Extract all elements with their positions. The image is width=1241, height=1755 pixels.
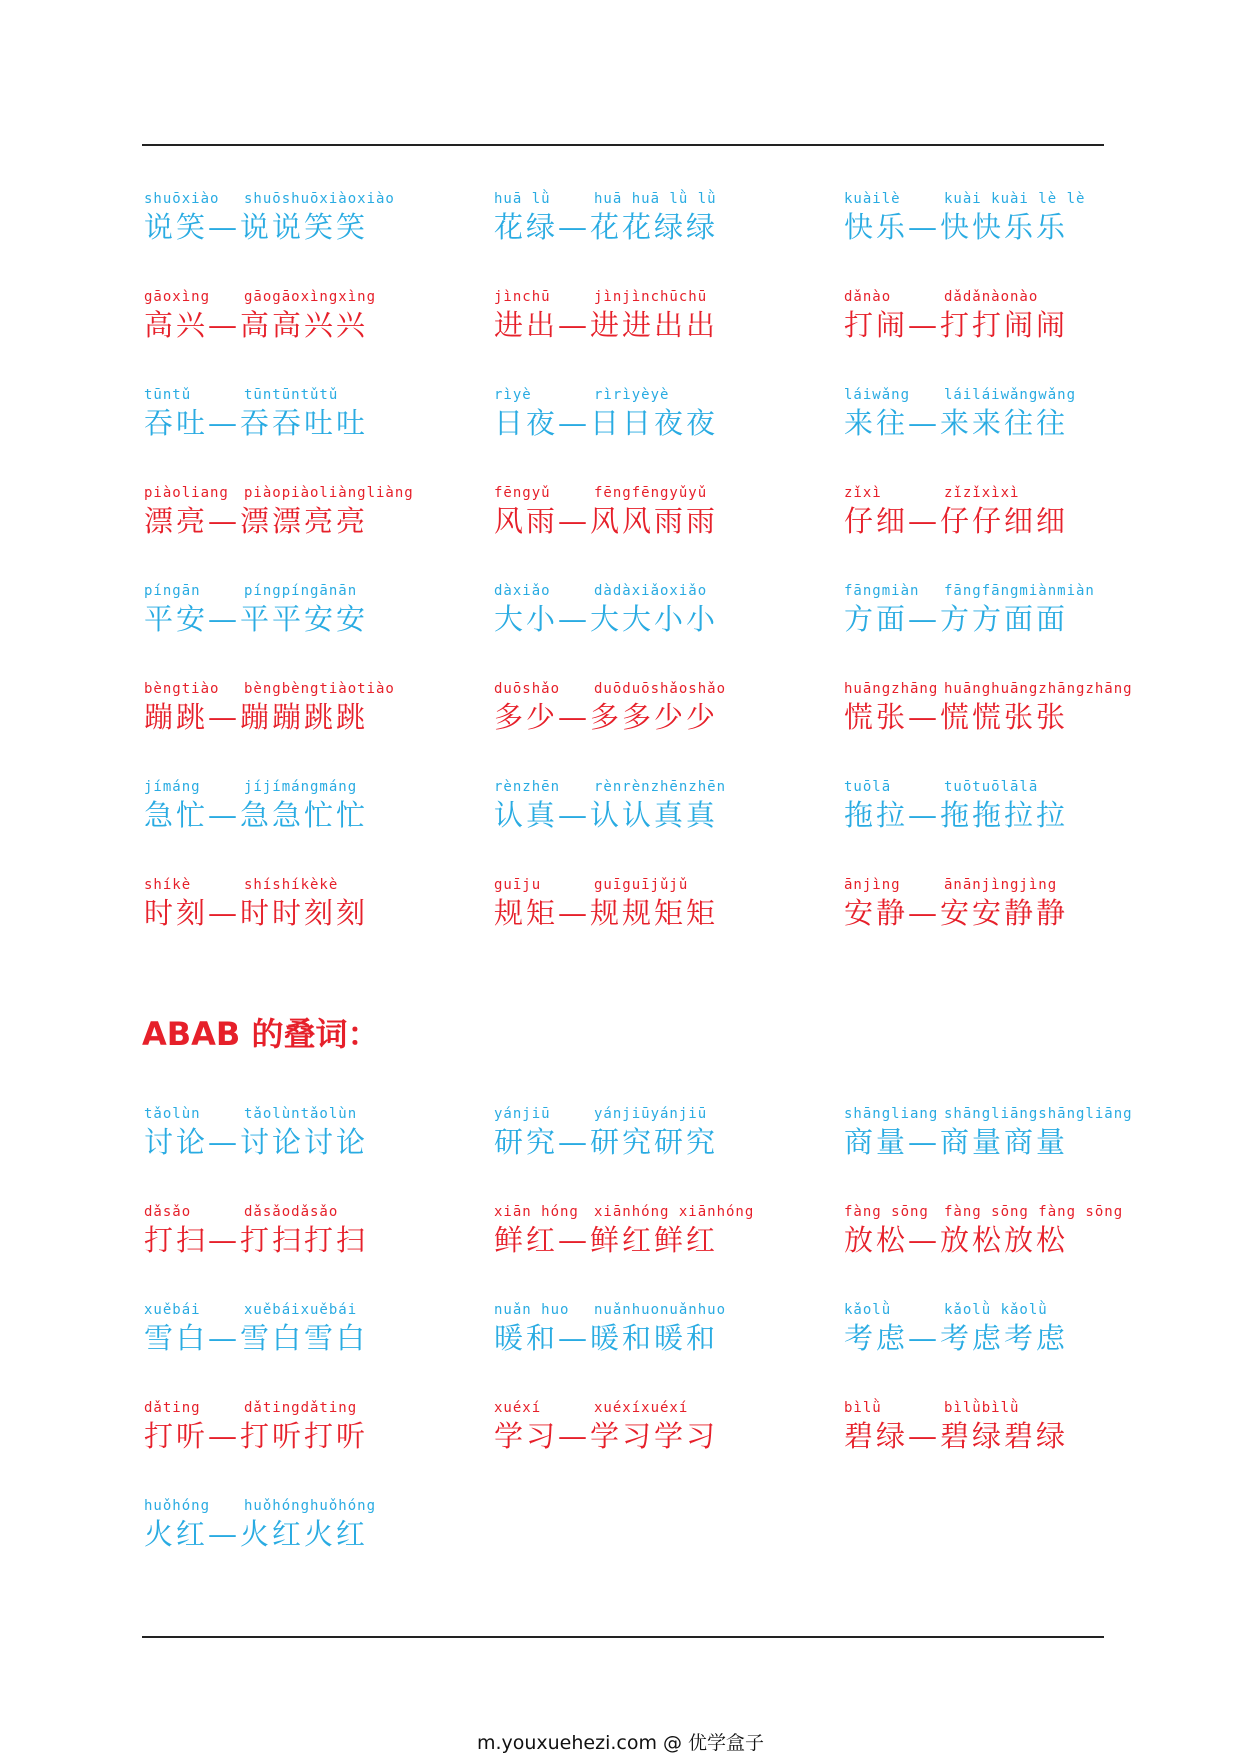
word-pair xyxy=(144,1498,377,1551)
pinyin-reduplicated: duōduōshǎoshǎo xyxy=(594,681,727,697)
word-pair xyxy=(844,877,1068,930)
pinyin-line xyxy=(844,485,1068,503)
pinyin-base: yánjiū xyxy=(494,1106,551,1122)
pinyin-reduplicated: yánjiūyánjiū xyxy=(594,1106,708,1122)
hanzi-word-pair: 吞吐—吞吞吐吐 xyxy=(144,406,369,440)
pinyin-reduplicated: huǒhónghuǒhóng xyxy=(244,1498,377,1514)
pinyin-base: zǐxì xyxy=(844,485,882,501)
pinyin-reduplicated: nuǎnhuonuǎnhuo xyxy=(594,1302,727,1318)
pinyin-line xyxy=(494,583,718,601)
pinyin-reduplicated: bìlǜbìlǜ xyxy=(944,1400,1020,1416)
hanzi-word-pair: 考虑—考虑考虑 xyxy=(844,1321,1069,1355)
pinyin-base: píngān xyxy=(144,583,201,599)
word-pair xyxy=(844,1302,1068,1355)
pinyin-line xyxy=(144,877,368,895)
pinyin-reduplicated: rìrìyèyè xyxy=(594,387,670,403)
word-pair xyxy=(494,583,718,636)
pinyin-line xyxy=(494,485,718,503)
hanzi-word-pair: 放松—放松放松 xyxy=(844,1223,1069,1257)
hanzi-word-pair: 安静—安安静静 xyxy=(844,896,1069,930)
pinyin-base: xuéxí xyxy=(494,1400,542,1416)
word-pair xyxy=(494,485,718,538)
pinyin-reduplicated: zǐzǐxìxì xyxy=(944,485,1020,501)
word-pair xyxy=(494,779,727,832)
pinyin-reduplicated: ānānjìngjìng xyxy=(944,877,1058,893)
pinyin-line xyxy=(494,877,718,895)
hanzi-word-pair: 急忙—急急忙忙 xyxy=(144,798,369,832)
pinyin-reduplicated: dǎdǎnàonào xyxy=(944,289,1039,305)
word-pair xyxy=(844,289,1068,342)
hanzi-word-pair: 打扫—打扫打扫 xyxy=(144,1223,369,1257)
pinyin-base: fàng sōng xyxy=(844,1204,929,1220)
pinyin-reduplicated: tūntūntǔtǔ xyxy=(244,387,339,403)
pinyin-reduplicated: shuōshuōxiàoxiào xyxy=(244,191,395,207)
pinyin-line xyxy=(144,289,377,307)
pinyin-line xyxy=(844,877,1068,895)
pinyin-line xyxy=(144,387,368,405)
word-pair xyxy=(844,779,1068,832)
pinyin-line xyxy=(494,1106,718,1124)
pinyin-reduplicated: piàopiàoliàngliàng xyxy=(244,485,414,501)
pinyin-line xyxy=(144,1498,377,1516)
top-rule xyxy=(142,144,1104,146)
word-pair xyxy=(144,779,368,832)
word-pair xyxy=(494,877,718,930)
word-pair xyxy=(144,1106,368,1159)
pinyin-reduplicated: guīguījǔjǔ xyxy=(594,877,689,893)
word-pair xyxy=(494,681,727,734)
word-pair xyxy=(144,1302,368,1355)
hanzi-word-pair: 火红—火红火红 xyxy=(144,1517,369,1551)
pinyin-reduplicated: píngpíngānān xyxy=(244,583,358,599)
pinyin-line xyxy=(144,485,414,503)
pinyin-line xyxy=(494,1302,727,1320)
hanzi-word-pair: 鲜红—鲜红鲜红 xyxy=(494,1223,719,1257)
word-pair xyxy=(844,191,1086,244)
pinyin-base: huāngzhāng xyxy=(844,681,939,697)
hanzi-word-pair: 风雨—风风雨雨 xyxy=(494,504,719,538)
pinyin-reduplicated: dàdàxiǎoxiǎo xyxy=(594,583,708,599)
pinyin-line xyxy=(844,289,1068,307)
word-pair xyxy=(844,1106,1133,1159)
pinyin-line xyxy=(494,1400,718,1418)
hanzi-word-pair: 商量—商量商量 xyxy=(844,1125,1069,1159)
footer-watermark: m.youxuehezi.com @ 优学盒子 xyxy=(476,1732,765,1754)
pinyin-reduplicated: fēngfēngyǔyǔ xyxy=(594,485,708,501)
pinyin-base: fēngyǔ xyxy=(494,485,551,501)
pinyin-reduplicated: gāogāoxìngxìng xyxy=(244,289,377,305)
pinyin-reduplicated: huā huā lǜ lǜ xyxy=(594,191,717,207)
pinyin-line xyxy=(494,779,727,797)
pinyin-reduplicated: xuéxíxuéxí xyxy=(594,1400,689,1416)
hanzi-word-pair: 认真—认认真真 xyxy=(494,798,719,832)
pinyin-reduplicated: shíshíkèkè xyxy=(244,877,339,893)
hanzi-word-pair: 日夜—日日夜夜 xyxy=(494,406,719,440)
hanzi-word-pair: 平安—平平安安 xyxy=(144,602,369,636)
word-pair xyxy=(144,877,368,930)
pinyin-base: kǎolǜ xyxy=(844,1302,892,1318)
pinyin-line xyxy=(144,1400,368,1418)
hanzi-word-pair: 研究—研究研究 xyxy=(494,1125,719,1159)
word-pair xyxy=(844,1400,1068,1453)
word-pair xyxy=(144,1204,368,1257)
hanzi-word-pair: 讨论—讨论讨论 xyxy=(144,1125,369,1159)
pinyin-reduplicated: tǎolùntǎolùn xyxy=(244,1106,358,1122)
pinyin-base: piàoliang xyxy=(144,485,229,501)
pinyin-line xyxy=(144,681,395,699)
pinyin-base: xuěbái xyxy=(144,1302,201,1318)
pinyin-base: láiwǎng xyxy=(844,387,911,403)
word-pair xyxy=(144,485,414,538)
pinyin-line xyxy=(494,387,718,405)
pinyin-base: duōshǎo xyxy=(494,681,561,697)
pinyin-reduplicated: fāngfāngmiànmiàn xyxy=(944,583,1095,599)
pinyin-line xyxy=(844,1204,1124,1222)
pinyin-base: xiān hóng xyxy=(494,1204,579,1220)
hanzi-word-pair: 时刻—时时刻刻 xyxy=(144,896,369,930)
pinyin-reduplicated: xiānhóng xiānhóng xyxy=(594,1204,755,1220)
hanzi-word-pair: 高兴—高高兴兴 xyxy=(144,308,369,342)
hanzi-word-pair: 打闹—打打闹闹 xyxy=(844,308,1069,342)
pinyin-base: kuàilè xyxy=(844,191,901,207)
pinyin-base: rìyè xyxy=(494,387,532,403)
pinyin-line xyxy=(844,1106,1133,1124)
hanzi-word-pair: 方面—方方面面 xyxy=(844,602,1069,636)
pinyin-reduplicated: dǎsǎodǎsǎo xyxy=(244,1204,339,1220)
pinyin-base: huǒhóng xyxy=(144,1498,211,1514)
pinyin-base: dǎnào xyxy=(844,289,892,305)
word-pair xyxy=(844,387,1077,440)
pinyin-base: dǎsǎo xyxy=(144,1204,192,1220)
pinyin-base: tūntǔ xyxy=(144,387,192,403)
pinyin-line xyxy=(144,1302,368,1320)
pinyin-line xyxy=(844,583,1095,601)
pinyin-reduplicated: tuōtuōlālā xyxy=(944,779,1039,795)
pinyin-reduplicated: kuài kuài lè lè xyxy=(944,191,1086,207)
word-pair xyxy=(494,1106,718,1159)
word-pair xyxy=(144,387,368,440)
pinyin-base: jímáng xyxy=(144,779,201,795)
word-pair xyxy=(494,1302,727,1355)
abab-section-heading: ABAB 的叠词： xyxy=(142,1015,380,1053)
pinyin-line xyxy=(844,387,1077,405)
pinyin-base: bèngtiào xyxy=(144,681,220,697)
pinyin-line xyxy=(144,779,368,797)
pinyin-reduplicated: jìnjìnchūchū xyxy=(594,289,708,305)
hanzi-word-pair: 拖拉—拖拖拉拉 xyxy=(844,798,1069,832)
word-pair xyxy=(144,191,395,244)
pinyin-reduplicated: xuěbáixuěbái xyxy=(244,1302,358,1318)
word-pair xyxy=(844,1204,1124,1257)
pinyin-line xyxy=(844,681,1133,699)
pinyin-base: dàxiǎo xyxy=(494,583,551,599)
word-pair xyxy=(144,289,377,342)
pinyin-reduplicated: láiláiwǎngwǎng xyxy=(944,387,1077,403)
pinyin-line xyxy=(494,1204,755,1222)
hanzi-word-pair: 学习—学习学习 xyxy=(494,1419,719,1453)
pinyin-reduplicated: fàng sōng fàng sōng xyxy=(944,1204,1124,1220)
pinyin-reduplicated: jíjímángmáng xyxy=(244,779,358,795)
pinyin-line xyxy=(494,289,718,307)
pinyin-base: fāngmiàn xyxy=(844,583,920,599)
word-pair xyxy=(844,485,1068,538)
pinyin-base: gāoxìng xyxy=(144,289,211,305)
pinyin-line xyxy=(144,583,368,601)
hanzi-word-pair: 进出—进进出出 xyxy=(494,308,719,342)
word-pair xyxy=(144,681,395,734)
word-pair xyxy=(844,681,1133,734)
hanzi-word-pair: 多少—多多少少 xyxy=(494,700,719,734)
pinyin-line xyxy=(144,1204,368,1222)
pinyin-line xyxy=(844,779,1068,797)
pinyin-base: ānjìng xyxy=(844,877,901,893)
pinyin-base: dǎting xyxy=(144,1400,201,1416)
pinyin-base: shuōxiào xyxy=(144,191,220,207)
hanzi-word-pair: 暖和—暖和暖和 xyxy=(494,1321,719,1355)
hanzi-word-pair: 说笑—说说笑笑 xyxy=(144,210,369,244)
pinyin-base: guīju xyxy=(494,877,542,893)
pinyin-line xyxy=(144,191,395,209)
pinyin-reduplicated: shāngliāngshāngliāng xyxy=(944,1106,1133,1122)
pinyin-base: tǎolùn xyxy=(144,1106,201,1122)
hanzi-word-pair: 碧绿—碧绿碧绿 xyxy=(844,1419,1069,1453)
word-pair xyxy=(494,1400,718,1453)
pinyin-base: nuǎn huo xyxy=(494,1302,570,1318)
bottom-rule xyxy=(142,1636,1104,1638)
pinyin-base: bìlǜ xyxy=(844,1400,882,1416)
word-pair xyxy=(144,1400,368,1453)
pinyin-reduplicated: bèngbèngtiàotiào xyxy=(244,681,395,697)
hanzi-word-pair: 大小—大大小小 xyxy=(494,602,719,636)
hanzi-word-pair: 快乐—快快乐乐 xyxy=(844,210,1069,244)
pinyin-line xyxy=(844,1400,1068,1418)
pinyin-base: shíkè xyxy=(144,877,192,893)
pinyin-line xyxy=(494,681,727,699)
pinyin-reduplicated: kǎolǜ kǎolǜ xyxy=(944,1302,1048,1318)
hanzi-word-pair: 漂亮—漂漂亮亮 xyxy=(144,504,369,538)
hanzi-word-pair: 蹦跳—蹦蹦跳跳 xyxy=(144,700,369,734)
word-pair xyxy=(494,1204,755,1257)
hanzi-word-pair: 花绿—花花绿绿 xyxy=(494,210,719,244)
pinyin-base: huā lǜ xyxy=(494,191,551,207)
pinyin-reduplicated: dǎtingdǎting xyxy=(244,1400,358,1416)
word-pair xyxy=(494,387,718,440)
pinyin-line xyxy=(844,1302,1068,1320)
pinyin-base: shāngliang xyxy=(844,1106,939,1122)
pinyin-base: tuōlā xyxy=(844,779,892,795)
hanzi-word-pair: 打听—打听打听 xyxy=(144,1419,369,1453)
hanzi-word-pair: 雪白—雪白雪白 xyxy=(144,1321,369,1355)
hanzi-word-pair: 来往—来来往往 xyxy=(844,406,1069,440)
word-pair xyxy=(494,289,718,342)
pinyin-base: jìnchū xyxy=(494,289,551,305)
hanzi-word-pair: 规矩—规规矩矩 xyxy=(494,896,719,930)
pinyin-line xyxy=(844,191,1086,209)
pinyin-line xyxy=(494,191,718,209)
pinyin-line xyxy=(144,1106,368,1124)
hanzi-word-pair: 慌张—慌慌张张 xyxy=(844,700,1069,734)
word-pair xyxy=(144,583,368,636)
pinyin-base: rènzhēn xyxy=(494,779,561,795)
word-pair xyxy=(844,583,1095,636)
pinyin-reduplicated: rènrènzhēnzhēn xyxy=(594,779,727,795)
word-pair xyxy=(494,191,718,244)
hanzi-word-pair: 仔细—仔仔细细 xyxy=(844,504,1069,538)
pinyin-reduplicated: huānghuāngzhāngzhāng xyxy=(944,681,1133,697)
